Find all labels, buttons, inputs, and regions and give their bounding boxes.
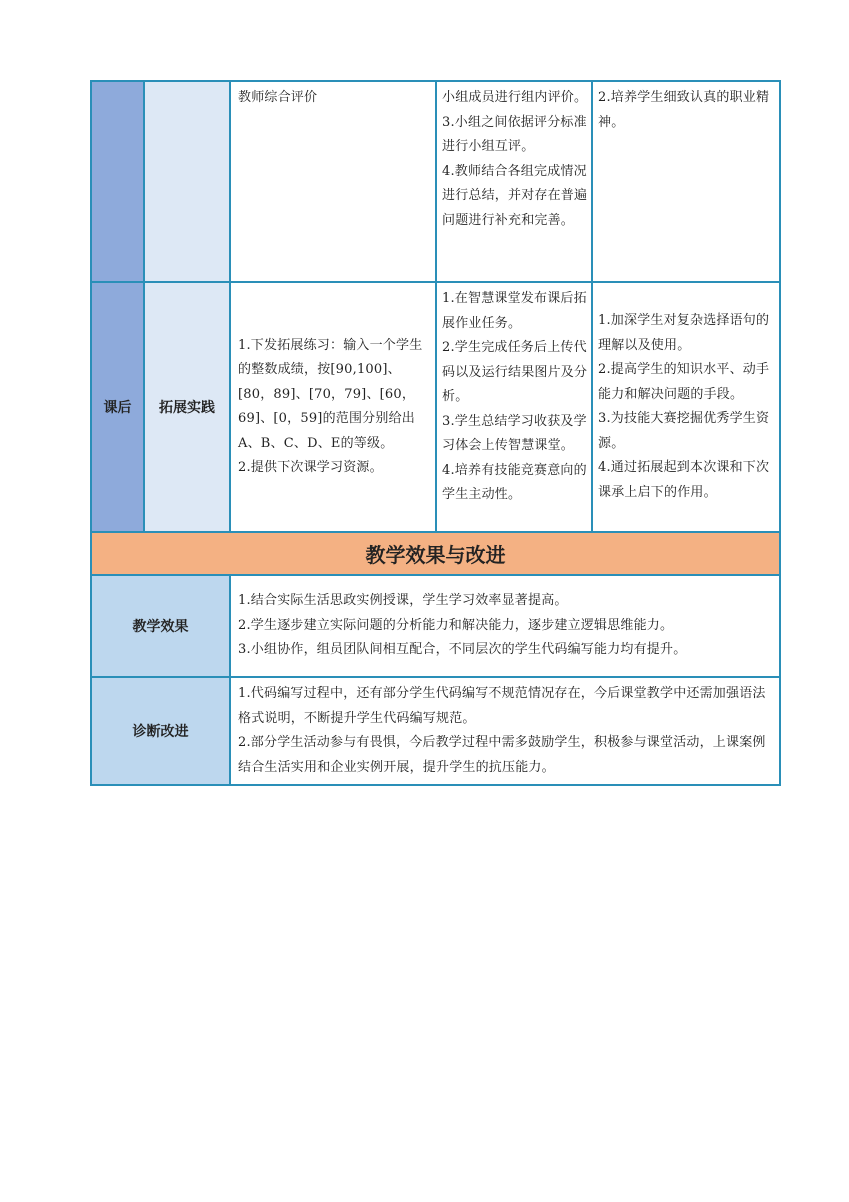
improve-text: 1.代码编写过程中，还有部分学生代码编写不规范情况存在，今后课堂教学中还需加强语法格式说明，不断提升学生代码编写规范。 2.部分学生活动参与有畏惧，今后教学过程中需多鼓励学生，积极参与课堂活动，上课案例结合生活实用和企业实例开展，提升学生的抗压能力。 <box>238 686 766 775</box>
table-row-effect <box>91 575 780 677</box>
effect-cell <box>230 575 780 677</box>
stage-label: 课后 <box>91 282 144 532</box>
stage-cell-empty <box>91 81 144 282</box>
goal-cell <box>592 81 780 282</box>
improve-cell <box>230 677 780 785</box>
goal-cell <box>592 282 780 532</box>
teacher-activity-cell <box>230 282 436 532</box>
section-header-row <box>91 532 780 575</box>
student-activity-text: 小组成员进行组内评价。 3.小组之间依据评分标准进行小组互评。 4.教师结合各组完成情况进行总结，并对存在普遍问题进行补充和完善。 <box>442 90 588 228</box>
teacher-activity-text: 1.下发拓展练习：输入一个学生的整数成绩，按[90,100]、[80，89]、[70，79]、[60，69]、[0，59]的范围分别给出A、B、C、D、E的等级。 2.提供下次课学习资源。 <box>238 337 423 475</box>
table-row-improve <box>91 677 780 785</box>
student-activity-cell <box>436 81 592 282</box>
effect-label: 教学效果 <box>91 575 230 677</box>
effect-text: 1.结合实际生活思政实例授课，学生学习效率显著提高。 2.学生逐步建立实际问题的分析能力和解决能力，逐步建立逻辑思维能力。 3.小组协作，组员团队间相互配合，不同层次的学生代码编写能力均有提升。 <box>238 593 687 658</box>
student-activity-cell <box>436 282 592 532</box>
section-title: 教学效果与改进 <box>91 532 780 575</box>
lesson-plan-table <box>90 80 781 786</box>
improve-label: 诊断改进 <box>91 677 230 785</box>
activity-label: 拓展实践 <box>144 282 230 532</box>
table-row-evaluation <box>91 81 780 282</box>
table-row-after-class <box>91 282 780 532</box>
activity-cell-empty <box>144 81 230 282</box>
goal-text: 2.培养学生细致认真的职业精神。 <box>598 90 770 130</box>
teacher-activity-cell <box>230 81 436 282</box>
goal-text: 1.加深学生对复杂选择语句的理解以及使用。 2.提高学生的知识水平、动手能力和解决问题的手段。 3.为技能大赛挖掘优秀学生资源。 4.通过拓展起到本次课和下次课承上启下的作用。 <box>598 313 770 500</box>
student-activity-text: 1.在智慧课堂发布课后拓展作业任务。 2.学生完成任务后上传代码以及运行结果图片及分析。 3.学生总结学习收获及学习体会上传智慧课堂。 4.培养有技能竞赛意向的学生主动性。 <box>442 291 588 502</box>
teacher-activity-text: 教师综合评价 <box>238 90 318 105</box>
